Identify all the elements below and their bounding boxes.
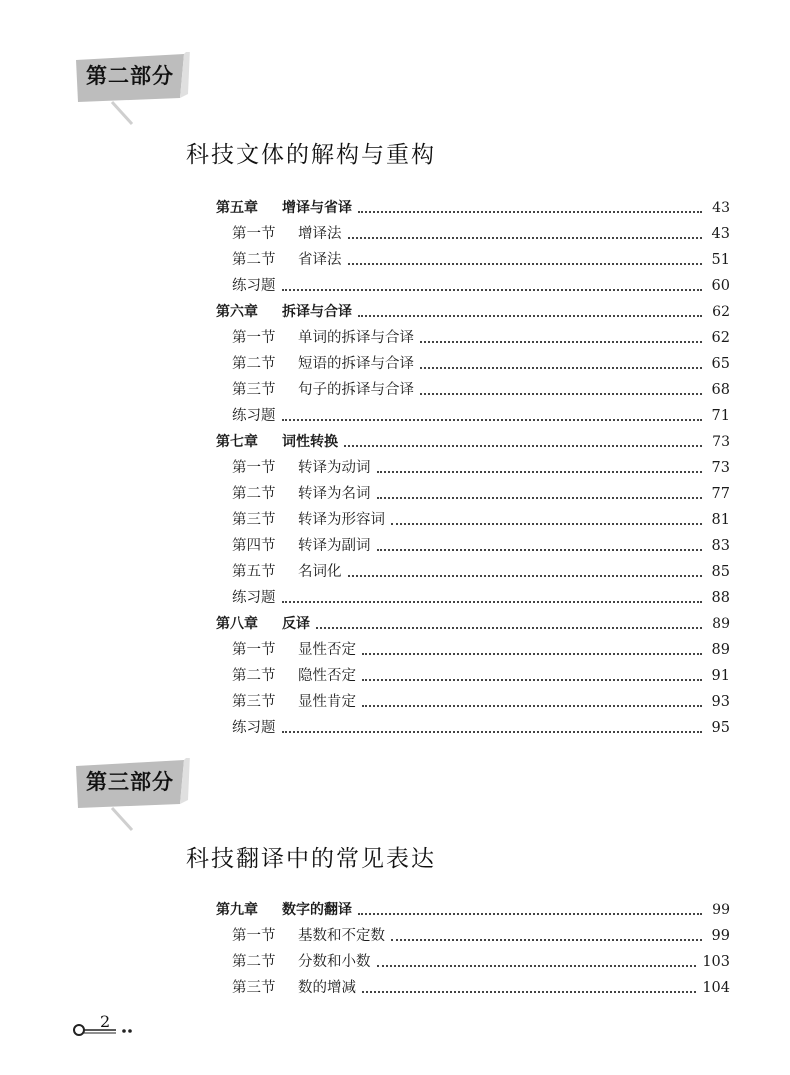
toc-page-number: 83 xyxy=(711,538,730,554)
toc-section-row xyxy=(232,952,730,972)
toc-exercise-row xyxy=(232,276,730,296)
toc-leader-dots xyxy=(420,340,702,343)
toc-entry-title: 拆译与合译 xyxy=(282,304,352,320)
toc-page-number: 89 xyxy=(711,642,730,658)
toc-page-number: 91 xyxy=(711,668,730,684)
toc-entry-title: 数的增减 xyxy=(298,980,356,996)
toc-page-number: 73 xyxy=(711,460,730,476)
toc-page-number: 68 xyxy=(711,382,730,398)
toc-page-number: 85 xyxy=(711,564,730,580)
toc-entry-title: 显性否定 xyxy=(298,642,356,658)
toc-entry-title: 数字的翻译 xyxy=(282,902,352,918)
toc-page-number: 51 xyxy=(711,252,730,268)
toc-leader-dots xyxy=(282,730,703,733)
toc-exercise-row xyxy=(232,406,730,426)
toc-leader-dots xyxy=(316,626,702,629)
toc-chapter-row xyxy=(216,302,730,322)
toc-leader-dots xyxy=(362,704,702,707)
toc-entry-number: 第一节 xyxy=(232,928,276,944)
toc-entry-title: 词性转换 xyxy=(282,434,338,450)
toc-page-number: 60 xyxy=(711,278,730,294)
toc-page-number: 81 xyxy=(711,512,730,528)
part-label: 第二部分 xyxy=(86,64,174,88)
toc-page-number: 99 xyxy=(712,902,730,918)
toc-entry-title: 名词化 xyxy=(298,564,342,580)
toc-page-number: 89 xyxy=(712,616,730,632)
toc-entry-title: 短语的拆译与合译 xyxy=(298,356,414,372)
part-title: 科技文体的解构与重构 xyxy=(186,142,436,168)
toc-section-row xyxy=(232,354,730,374)
toc-leader-dots xyxy=(348,262,703,265)
toc-exercise-row xyxy=(232,588,730,608)
toc-page-number: 62 xyxy=(711,330,730,346)
toc-entry-title: 练习题 xyxy=(232,720,276,736)
toc-entry-number: 第一节 xyxy=(232,642,276,658)
toc-page-number: 88 xyxy=(711,590,730,606)
toc-chapter-row xyxy=(216,614,730,634)
toc-entry-number: 第三节 xyxy=(232,694,276,710)
toc-leader-dots xyxy=(391,938,702,941)
page-number: 2 xyxy=(100,1012,111,1031)
toc-leader-dots xyxy=(420,366,702,369)
toc-leader-dots xyxy=(420,392,702,395)
toc-leader-dots xyxy=(358,210,702,213)
toc-section-row xyxy=(232,562,730,582)
toc-leader-dots xyxy=(377,964,697,967)
toc-entry-title: 练习题 xyxy=(232,408,276,424)
toc-chapter-row xyxy=(216,900,730,920)
toc-entry-title: 单词的拆译与合译 xyxy=(298,330,414,346)
toc-page-number: 62 xyxy=(712,304,730,320)
toc-entry-number: 第一节 xyxy=(232,460,276,476)
part-title: 科技翻译中的常见表达 xyxy=(186,846,436,872)
toc-entry-number: 第九章 xyxy=(216,902,258,918)
toc-entry-number: 第三节 xyxy=(232,512,276,528)
toc-leader-dots xyxy=(358,912,702,915)
toc-entry-number: 第三节 xyxy=(232,382,276,398)
toc-entry-title: 隐性否定 xyxy=(298,668,356,684)
toc-entry-number: 第一节 xyxy=(232,330,276,346)
toc-section-row xyxy=(232,224,730,244)
toc-entry-title: 显性肯定 xyxy=(298,694,356,710)
toc-entry-number: 第五节 xyxy=(232,564,276,580)
toc-entry-number: 第六章 xyxy=(216,304,258,320)
toc-entry-number: 第一节 xyxy=(232,226,276,242)
toc-entry-title: 转译为形容词 xyxy=(298,512,385,528)
toc-chapter-row xyxy=(216,198,730,218)
toc-entry-number: 第八章 xyxy=(216,616,258,632)
toc-entry-title: 转译为动词 xyxy=(298,460,371,476)
toc-entry-title: 反译 xyxy=(282,616,310,632)
toc-entry-number: 第七章 xyxy=(216,434,258,450)
toc-section-row xyxy=(232,536,730,556)
toc-page-number: 71 xyxy=(711,408,730,424)
toc-page-number: 43 xyxy=(711,226,730,242)
toc-entry-title: 练习题 xyxy=(232,590,276,606)
toc-section-row xyxy=(232,692,730,712)
toc-leader-dots xyxy=(362,652,702,655)
toc-entry-number: 第二节 xyxy=(232,252,276,268)
toc-exercise-row xyxy=(232,718,730,738)
toc-section-row xyxy=(232,328,730,348)
toc-leader-dots xyxy=(358,314,702,317)
toc-section-row xyxy=(232,978,730,998)
toc-entry-title: 分数和小数 xyxy=(298,954,371,970)
toc-page-number: 104 xyxy=(702,980,730,996)
toc-leader-dots xyxy=(282,600,703,603)
toc-leader-dots xyxy=(377,496,703,499)
toc-section-row xyxy=(232,510,730,530)
toc-section-row xyxy=(232,666,730,686)
toc-entry-number: 第二节 xyxy=(232,486,276,502)
toc-section-row xyxy=(232,458,730,478)
toc-entry-title: 省译法 xyxy=(298,252,342,268)
toc-entry-title: 练习题 xyxy=(232,278,276,294)
toc-section-row xyxy=(232,484,730,504)
toc-entry-title: 句子的拆译与合译 xyxy=(298,382,414,398)
toc-leader-dots xyxy=(391,522,702,525)
toc-entry-number: 第四节 xyxy=(232,538,276,554)
toc-page-number: 93 xyxy=(711,694,730,710)
toc-page-number: 77 xyxy=(711,486,730,502)
toc-leader-dots xyxy=(362,990,696,993)
toc-entry-title: 增译与省译 xyxy=(282,200,352,216)
toc-section-row xyxy=(232,250,730,270)
toc-entry-number: 第三节 xyxy=(232,980,276,996)
toc-section-row xyxy=(232,640,730,660)
toc-entry-title: 转译为名词 xyxy=(298,486,371,502)
toc-page-number: 99 xyxy=(711,928,730,944)
toc-page-number: 73 xyxy=(712,434,730,450)
toc-entry-number: 第五章 xyxy=(216,200,258,216)
toc-section-row xyxy=(232,380,730,400)
toc-leader-dots xyxy=(377,548,703,551)
toc-page-number: 103 xyxy=(702,954,730,970)
toc-entry-title: 增译法 xyxy=(298,226,342,242)
toc-leader-dots xyxy=(344,444,702,447)
toc-entry-number: 第二节 xyxy=(232,954,276,970)
toc-page-number: 95 xyxy=(711,720,730,736)
toc-leader-dots xyxy=(282,288,703,291)
toc-page-number: 65 xyxy=(711,356,730,372)
toc-entry-title: 转译为副词 xyxy=(298,538,371,554)
part-label: 第三部分 xyxy=(86,770,174,794)
toc-leader-dots xyxy=(362,678,702,681)
toc-entry-number: 第二节 xyxy=(232,668,276,684)
toc-section-row xyxy=(232,926,730,946)
toc-leader-dots xyxy=(377,470,703,473)
toc-leader-dots xyxy=(348,574,703,577)
toc-entry-number: 第二节 xyxy=(232,356,276,372)
toc-chapter-row xyxy=(216,432,730,452)
toc-page-number: 43 xyxy=(712,200,730,216)
toc-leader-dots xyxy=(282,418,703,421)
toc-entry-title: 基数和不定数 xyxy=(298,928,385,944)
toc-leader-dots xyxy=(348,236,703,239)
